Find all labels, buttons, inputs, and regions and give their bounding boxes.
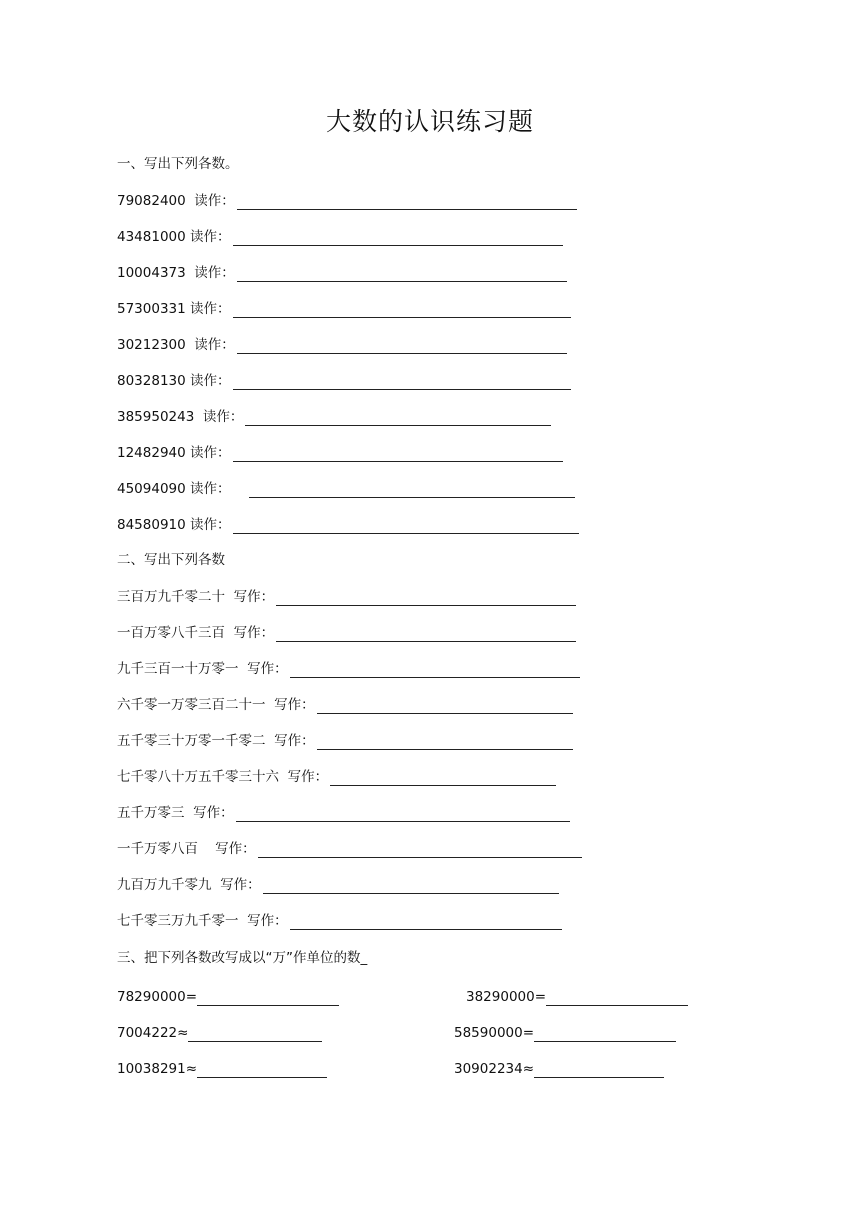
answer-line[interactable] [276,625,576,642]
answer-line[interactable] [534,1061,664,1078]
answer-line[interactable] [237,193,577,210]
read-item-label: 45094090 读作： [117,481,240,497]
answer-line[interactable] [263,877,559,894]
answer-line[interactable] [534,1025,676,1042]
convert-item-4 [454,1020,676,1042]
convert-item-label: 38290000= [466,989,547,1005]
write-item-3 [117,656,580,678]
read-item-4 [117,296,571,318]
answer-line[interactable] [233,517,579,534]
answer-line[interactable] [188,1025,322,1042]
read-item-5 [117,332,567,354]
answer-line[interactable] [258,841,582,858]
write-item-5 [117,728,573,750]
answer-line[interactable] [197,1061,327,1078]
section-3-heading: 三、把下列各数改写成以“万”作单位的数_ [117,950,368,966]
write-item-6 [117,764,556,786]
read-item-label: 43481000 读作： [117,229,231,245]
write-item-2 [117,620,576,642]
write-item-label: 五千万零三 写作： [117,805,234,821]
convert-item-3 [117,1020,322,1042]
write-item-label: 六千零一万零三百二十一 写作： [117,697,315,713]
answer-line[interactable] [249,481,575,498]
write-item-label: 五千零三十万零一千零二 写作： [117,733,315,749]
section-1-heading: 一、写出下列各数。 [117,156,239,172]
page-title: 大数的认识练习题 [325,107,534,136]
write-item-label: 七千零三万九千零一 写作： [117,913,288,929]
write-item-label: 一千万零八百 写作： [117,841,256,857]
answer-line[interactable] [197,989,339,1006]
convert-item-label: 10038291≈ [117,1061,198,1077]
read-item-2 [117,224,563,246]
write-item-label: 三百万九千零二十 写作： [117,589,275,605]
read-item-1 [117,188,577,210]
write-item-8 [117,836,582,858]
write-item-label: 九百万九千零九 写作： [117,877,261,893]
write-item-label: 九千三百一十万零一 写作： [117,661,288,677]
convert-item-6 [454,1056,664,1078]
answer-line[interactable] [546,989,688,1006]
answer-line[interactable] [290,913,562,930]
convert-item-1 [117,984,339,1006]
convert-item-label: 30902234≈ [454,1061,535,1077]
read-item-label: 84580910 读作： [117,517,231,533]
write-item-9 [117,872,559,894]
answer-line[interactable] [290,661,580,678]
read-item-10 [117,512,579,534]
write-item-7 [117,800,570,822]
read-item-9 [117,476,575,498]
answer-line[interactable] [317,733,573,750]
answer-line[interactable] [237,337,567,354]
read-item-label: 10004373 读作： [117,265,235,281]
read-item-3 [117,260,567,282]
convert-item-label: 7004222≈ [117,1025,189,1041]
answer-line[interactable] [236,805,570,822]
write-item-4 [117,692,573,714]
read-item-7 [117,404,551,426]
answer-line[interactable] [245,409,551,426]
read-item-label: 30212300 读作： [117,337,235,353]
convert-item-label: 58590000= [454,1025,535,1041]
section-2-heading: 二、写出下列各数 [117,552,225,568]
read-item-label: 12482940 读作： [117,445,231,461]
convert-item-label: 78290000= [117,989,198,1005]
convert-item-2 [466,984,688,1006]
answer-line[interactable] [233,229,563,246]
read-item-label: 79082400 读作： [117,193,235,209]
write-item-10 [117,908,562,930]
answer-line[interactable] [317,697,573,714]
read-item-8 [117,440,563,462]
answer-line[interactable] [233,373,571,390]
write-item-label: 一百万零八千三百 写作： [117,625,275,641]
read-item-label: 57300331 读作： [117,301,231,317]
read-item-6 [117,368,571,390]
read-item-label: 385950243 读作： [117,409,244,425]
answer-line[interactable] [237,265,567,282]
answer-line[interactable] [276,589,576,606]
answer-line[interactable] [233,301,571,318]
read-item-label: 80328130 读作： [117,373,231,389]
write-item-label: 七千零八十万五千零三十六 写作： [117,769,329,785]
write-item-1 [117,584,576,606]
answer-line[interactable] [330,769,556,786]
answer-line[interactable] [233,445,563,462]
convert-item-5 [117,1056,327,1078]
